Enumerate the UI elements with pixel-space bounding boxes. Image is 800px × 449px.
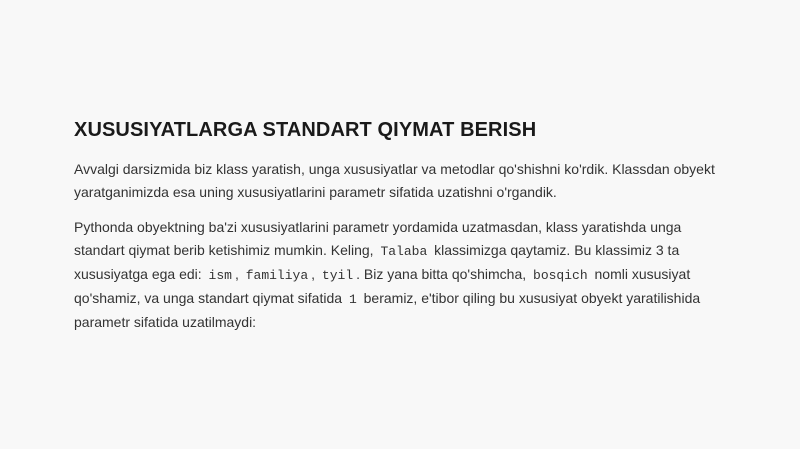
paragraph-text: beramiz, e'tibor qiling bu xususiyat obyekt yaratilishida parametr sifatida uzatilmaydi: xyxy=(74,290,701,330)
inline-code-class-name: Talaba xyxy=(380,244,428,259)
inline-code-attribute: familiya xyxy=(245,268,309,283)
default-values-paragraph xyxy=(74,216,734,334)
article xyxy=(74,117,734,346)
paragraph-text: klassimizga qaytamiz. Bu klassimiz 3 ta xususiyatga ega edi: xyxy=(74,242,680,282)
article-title: XUSUSIYATLARGA STANDART QIYMAT BERISH xyxy=(74,119,537,141)
paragraph-text: nomli xususiyat qo'shamiz, va unga standart qiymat sifatida xyxy=(74,266,691,306)
separator-text: , xyxy=(311,266,316,282)
intro-paragraph: Avvalgi darsizmida biz klass yaratish, unga xususiyatlar va metodlar qo'shishni ko'rdik. Klassdan obyekt yaratganimizda esa uning xususiyatlarini parametr sifatida uzatishni o'rgandik. xyxy=(74,161,715,200)
paragraph-text: Pythonda obyektning ba'zi xususiyatlarini parametr yordamida uzatmasdan, klass yaratishda unga standart qiymat berib ketishimiz mumkin. Keling, xyxy=(74,219,682,258)
inline-code-attribute: ism xyxy=(208,268,232,283)
inline-code-attribute: tyil xyxy=(321,268,354,283)
inline-code-new-attribute: bosqich xyxy=(533,268,588,283)
paragraph-text: . Biz yana bitta qo'shimcha, xyxy=(356,266,527,282)
inline-code-default-value: 1 xyxy=(348,292,357,307)
separator-text: , xyxy=(234,266,239,282)
